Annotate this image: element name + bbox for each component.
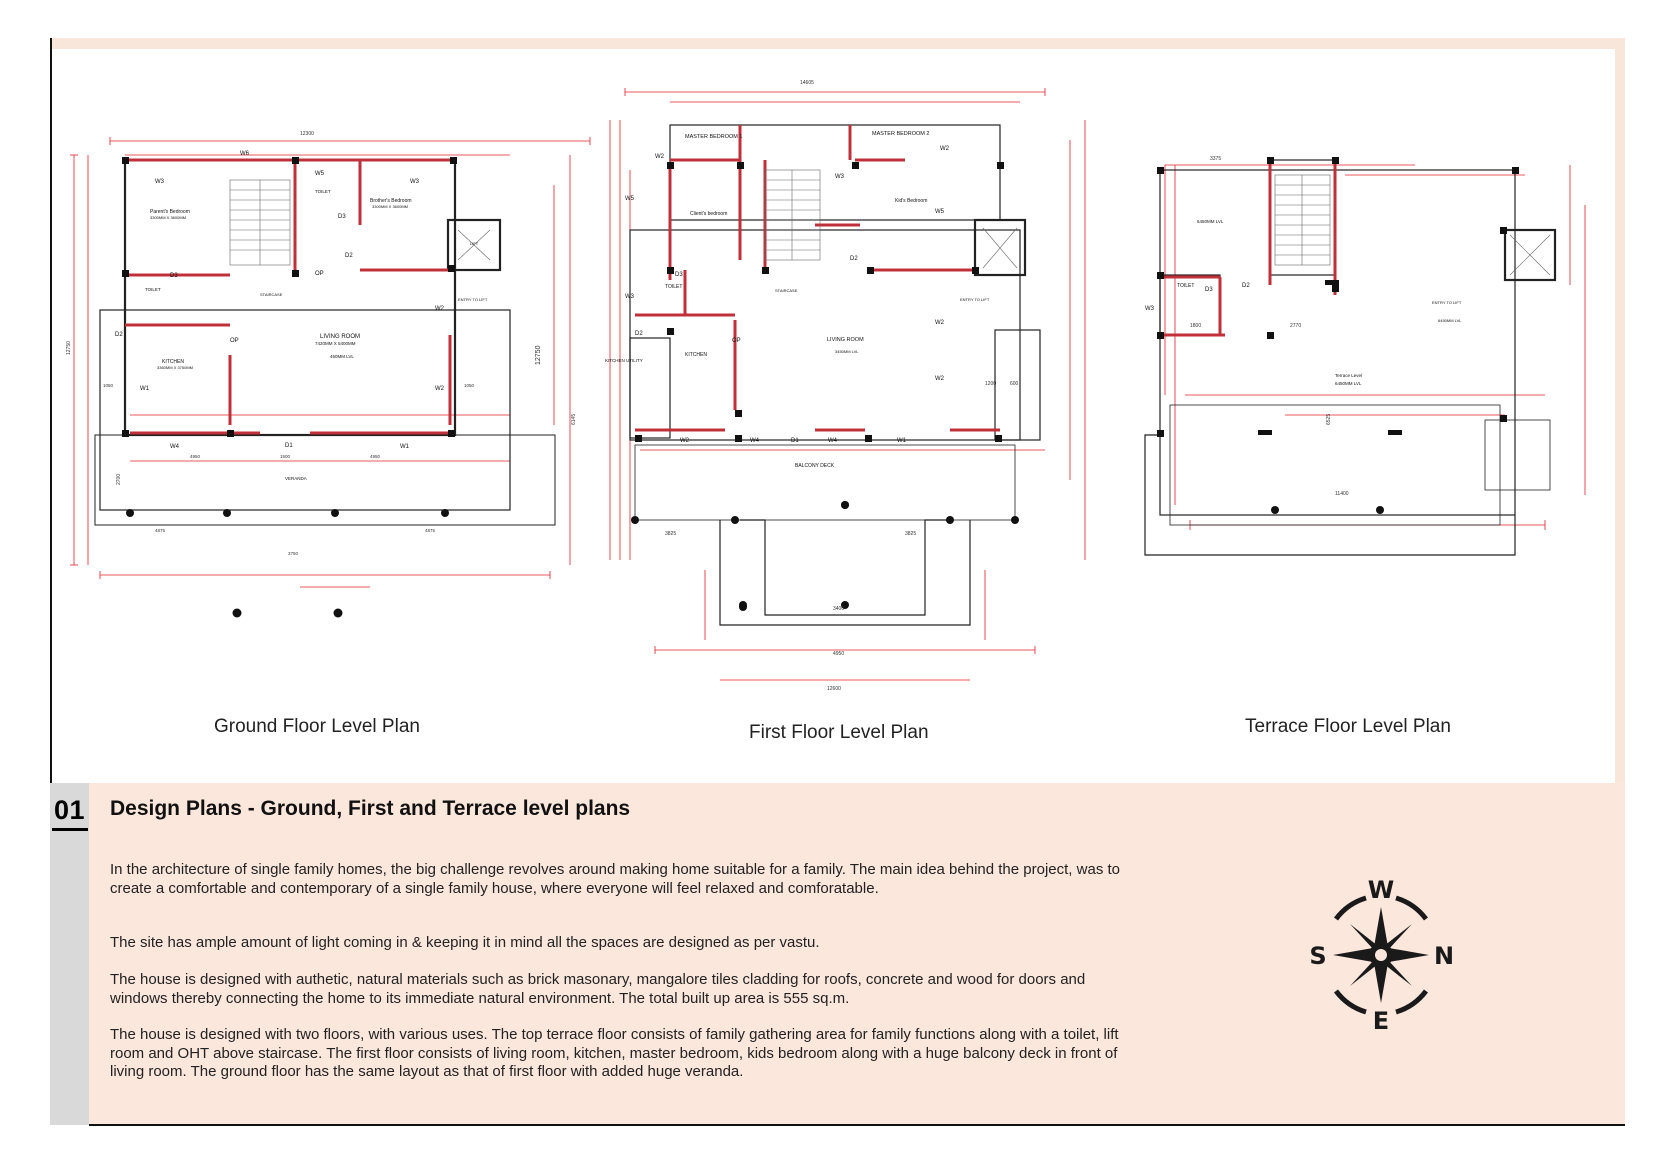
bottom-rule — [89, 1124, 1625, 1126]
window-label: W4 — [828, 438, 837, 444]
room-label: BALCONY DECK — [795, 463, 835, 469]
compass-south-label: S — [1309, 942, 1327, 970]
window-label: W3 — [410, 179, 419, 185]
dimension: 3375 — [1210, 156, 1222, 162]
room-label: KITCHEN — [685, 352, 707, 358]
ground-plan-caption: Ground Floor Level Plan — [214, 716, 420, 737]
first-floor-plan — [605, 80, 1110, 695]
dimension: 1500 — [280, 454, 291, 459]
room-label: ENTRY TO LIFT — [458, 297, 488, 302]
window-label: W5 — [315, 171, 324, 177]
dimension: 4950 — [370, 454, 381, 459]
room-label: TOILET — [315, 189, 331, 194]
dimension: 11400 — [1335, 491, 1349, 497]
compass-icon — [1306, 874, 1456, 1034]
description-paragraph: The site has ample amount of light coming in & keeping it in mind all the spaces are designed as per vastu. — [110, 934, 820, 951]
window-label: W5 — [935, 209, 944, 215]
window-label: W2 — [935, 376, 944, 382]
room-label: LIVING ROOM — [320, 334, 361, 340]
room-label: VERANDA — [285, 476, 307, 481]
door-label: D3 — [338, 214, 346, 220]
room-label: STAIRCASE — [775, 288, 798, 293]
room-label: TOILET — [145, 287, 161, 292]
dimension: 1050 — [464, 383, 475, 388]
window-label: W1 — [897, 438, 906, 444]
room-label: MASTER BEDROOM 2 — [872, 131, 930, 137]
dimension: 3825 — [665, 531, 677, 537]
right-band — [1615, 38, 1625, 783]
level-label: 450MM LVL — [330, 354, 354, 359]
level-label: 6450MM LVL — [1335, 381, 1362, 386]
door-label: OP — [732, 338, 741, 344]
dimension: 4950 — [190, 454, 201, 459]
window-label: W2 — [655, 154, 664, 160]
window-label: W2 — [680, 438, 689, 444]
left-rule — [50, 38, 52, 783]
window-label: W4 — [750, 438, 759, 444]
room-label: KITCHEN UTILITY — [605, 358, 643, 363]
description-paragraph: In the architecture of single family homes, the big challenge revolves around making home suitable for a family. The main idea behind the project, was to create a comfortable and contemporary of a single family house, where everyone will feel relaxed and comforatable. — [110, 861, 1120, 897]
dimension: 3825 — [905, 531, 917, 537]
section-number-underline — [52, 828, 88, 831]
dimension: 4950 — [833, 651, 845, 657]
dimension: 6145 — [571, 413, 577, 425]
dimension: 12300 — [300, 131, 314, 137]
room-size: 3300MM X 3600MM — [150, 215, 187, 220]
room-label: Client's bedroom — [690, 211, 728, 217]
dimension: 6525 — [1326, 413, 1332, 425]
description-paragraph: The house is designed with two floors, with various uses. The top terrace floor consists of family gathering area for family functions along with a toilet, lift room and OHT above staircase. The first floor consists of living room, kitchen, master bedroom, kids bedroom along with a huge balcony deck in front of living room. The ground floor has the same layout as that of first floor with added huge veranda. — [110, 1026, 1119, 1080]
window-label: W6 — [240, 151, 249, 157]
dimension: 12600 — [827, 686, 841, 692]
door-label: D2 — [345, 253, 353, 259]
compass-north-label: N — [1433, 942, 1455, 970]
window-label: W2 — [435, 386, 444, 392]
level-label: 3450MM LVL — [835, 349, 859, 354]
dimension: 14605 — [800, 80, 814, 86]
room-label: Parent's Bedroom — [150, 209, 190, 215]
door-label: D2 — [1242, 283, 1250, 289]
window-label: W1 — [400, 444, 409, 450]
window-label: W3 — [625, 294, 634, 300]
dimension: 12750 — [66, 341, 72, 355]
ground-floor-plan — [66, 125, 590, 595]
level-label: 6450MM LVL — [1197, 219, 1224, 224]
dimension: 600 — [1010, 381, 1019, 387]
window-label: W3 — [155, 179, 164, 185]
dimension: 4875 — [425, 528, 436, 533]
room-size: 7420MM X 5400MM — [315, 341, 356, 346]
compass-west-label: W — [1367, 876, 1395, 904]
room-label: LIFT — [470, 241, 479, 246]
door-label: D2 — [635, 331, 643, 337]
dimension: 4875 — [155, 528, 166, 533]
room-label: ENTRY TO LIFT — [960, 297, 990, 302]
window-label: W5 — [625, 196, 634, 202]
dimension: 12750 — [535, 345, 542, 365]
compass-east-label: E — [1372, 1007, 1390, 1035]
top-band — [51, 38, 1625, 49]
window-label: W2 — [935, 320, 944, 326]
terrace-floor-plan — [1145, 115, 1605, 575]
room-label: ENTRY TO LIFT — [1432, 300, 1462, 305]
dimension: 3750 — [288, 551, 299, 556]
section-number: 01 — [53, 795, 86, 825]
room-label: KITCHEN — [162, 359, 184, 365]
first-plan-caption: First Floor Level Plan — [749, 722, 929, 743]
terrace-plan-caption: Terrace Floor Level Plan — [1245, 716, 1451, 737]
room-size: 3300MM X 3600MM — [372, 204, 409, 209]
dimension: 2770 — [1290, 323, 1302, 329]
dimension: 3400 — [833, 606, 845, 612]
door-label: D3 — [675, 272, 683, 278]
section-title: Design Plans - Ground, First and Terrace level plans — [110, 797, 631, 820]
door-label: D1 — [791, 438, 799, 444]
room-label: TOILET — [1177, 283, 1195, 289]
window-label: W3 — [835, 174, 844, 180]
window-label: W2 — [435, 306, 444, 312]
room-label: LIVING ROOM — [827, 337, 864, 343]
door-label: OP — [315, 271, 324, 277]
room-label: TOILET — [665, 284, 683, 290]
door-label: D1 — [285, 443, 293, 449]
dimension: 1050 — [103, 383, 114, 388]
window-label: W1 — [140, 386, 149, 392]
door-label: D3 — [1205, 287, 1213, 293]
description-paragraph: The house is designed with authetic, natural materials such as brick masonary, mangalore tiles cladding for roofs, concrete and wood for doors and windows thereby connecting the home to its immediate natural environment. The total built up area is 555 sq.m. — [110, 971, 1086, 1007]
room-label: Kid's Bedroom — [895, 198, 928, 204]
dimension: 2700 — [116, 473, 122, 485]
dimension: 1200 — [985, 381, 997, 387]
room-label: Brother's Bedroom — [370, 198, 412, 204]
room-label: STAIRCASE — [260, 292, 283, 297]
window-label: W4 — [170, 444, 179, 450]
door-label: D3 — [170, 273, 178, 279]
room-size: 3360MM X 3750MM — [157, 365, 194, 370]
window-label: W3 — [1145, 306, 1154, 312]
window-label: W2 — [940, 146, 949, 152]
room-label: Terrace Level — [1335, 373, 1363, 378]
section-number-strip — [50, 783, 89, 1125]
level-label: 6450MM LVL — [1438, 318, 1462, 323]
room-label: MASTER BEDROOM 1 — [685, 134, 743, 140]
dimension: 1800 — [1190, 323, 1202, 329]
door-label: D2 — [850, 256, 858, 262]
door-label: OP — [230, 338, 239, 344]
door-label: D2 — [115, 332, 123, 338]
